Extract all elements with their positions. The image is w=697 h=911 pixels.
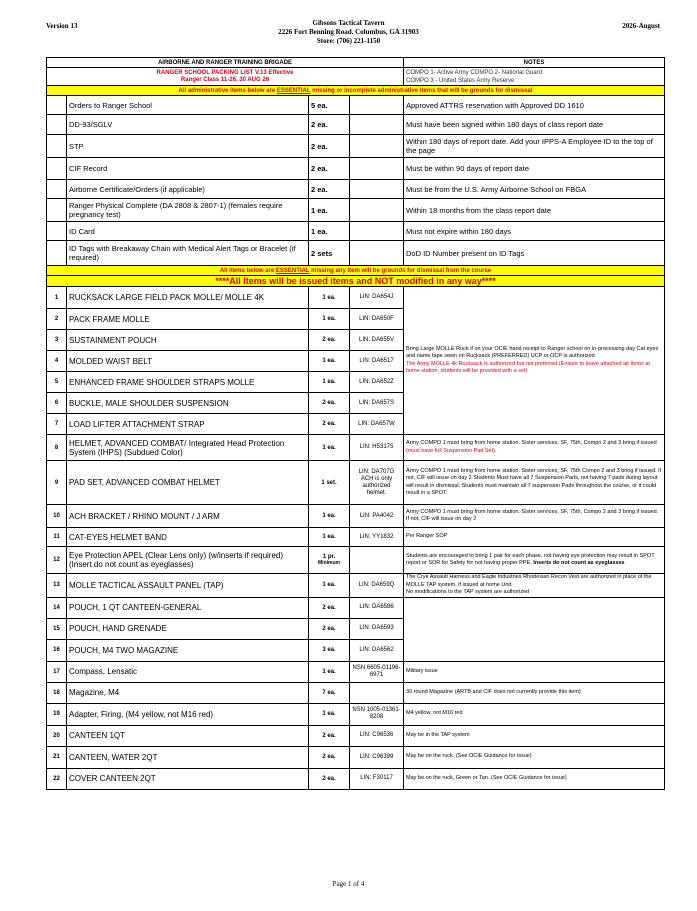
item-qty-note: Minimum [318, 560, 340, 566]
item-qty [309, 725, 350, 746]
item-note [404, 597, 665, 661]
item-note [404, 725, 665, 746]
note-helmet-2: (must have full Suspension Pad Set). [406, 447, 497, 454]
item-qty-value: 2 ea. [322, 337, 336, 343]
item-qty [309, 597, 350, 618]
ranger-class: Ranger Class 11-26, 30 AUG 26 [180, 76, 270, 83]
compo-legend [404, 68, 665, 86]
list-item [47, 435, 665, 461]
admin-item-blank [350, 180, 404, 199]
item-lin: LIN: DA650F [350, 309, 404, 330]
admin-item-blank [350, 135, 404, 158]
item-lin: LIN: YY1832 [350, 528, 404, 547]
item-lin: LIN: DA655V [350, 330, 404, 351]
note-eyepro-2: Inserts do not count as eyeglasses [533, 560, 625, 566]
item-number: 16 [47, 639, 67, 661]
item-name: CANTEEN 1QT [67, 725, 309, 746]
item-qty-value: 1 ea. [322, 379, 336, 385]
item-qty-value: 2 ea. [322, 625, 336, 632]
item-name: CANTEEN, WATER 2QT [67, 746, 309, 768]
admin-row [47, 135, 665, 158]
store-name: Gibsons Tactical Tavern [312, 19, 385, 27]
item-qty-value: 1 ea. [322, 444, 336, 451]
items-banner-key: ESSENTIAL [275, 267, 310, 274]
item-qty [309, 661, 350, 682]
item-qty [309, 435, 350, 461]
item-name: LOAD LIFTER ATTACHMENT STRAP [67, 414, 309, 435]
table-header-row [47, 58, 665, 68]
item-qty [309, 309, 350, 330]
item-qty [309, 703, 350, 725]
notes-header: NOTES [404, 58, 665, 68]
admin-item-blank [350, 222, 404, 241]
admin-row [47, 241, 665, 266]
item-name: Magazine, M4 [67, 682, 309, 703]
admin-banner-row [47, 86, 665, 96]
admin-item-note: Within 18 months from the class report date [404, 199, 665, 222]
note-canteen1: May be in the TAP system [406, 731, 470, 738]
item-name: Compass, Lensatic [67, 661, 309, 682]
item-name: ACH BRACKET / RHINO MOUNT / J ARM [67, 505, 309, 528]
item-qty [309, 618, 350, 639]
item-lin: LIN: DA707G ACH is only authorized helmet. [350, 461, 404, 505]
item-number: 14 [47, 597, 67, 618]
version-label: Version 13 [46, 22, 78, 30]
item-number: 10 [47, 505, 67, 528]
item-lin: LIN: C96536 [350, 725, 404, 746]
admin-spacer [47, 199, 67, 222]
item-name: HELMET, ADVANCED COMBAT/ Integrated Head Protection System (IHPS) (Subdued Color) [67, 435, 309, 461]
item-name: SUSTAINMENT POUCH [67, 330, 309, 351]
list-item [47, 768, 665, 789]
admin-item-note: Approved ATTRS reservation with Approved DD 1610 [404, 96, 665, 115]
item-lin: NSN 6605-01196-6971 [350, 661, 404, 682]
admin-row [47, 96, 665, 115]
admin-spacer [47, 115, 67, 135]
note-ruck-1: Bring Large MOLLE Ruck if on your OCIE hand receipt to Ranger school on in-processing day Cat eyes and name tape sewn on Rucksack (PREFERRED) UCP or OCP is authorized [406, 345, 659, 359]
item-note [404, 661, 665, 682]
item-lin: NSN 1005-01361-8208 [350, 703, 404, 725]
item-name: ENHANCED FRAME SHOULDER STRAPS MOLLE [67, 372, 309, 393]
compo-line-1: COMPO 1- Active Army COMPO 2- National Guard [406, 69, 543, 76]
note-compass: Military issue [406, 667, 438, 674]
brigade-title: AIRBORNE AND RANGER TRAINING BRIGADE [47, 58, 404, 68]
item-name: POUCH, HAND GRENADE [67, 618, 309, 639]
list-item [47, 574, 665, 598]
packing-list-title-row [47, 68, 665, 86]
item-qty-value: 2 ea. [322, 421, 336, 427]
list-item [47, 703, 665, 725]
issued-banner-row [47, 276, 665, 287]
item-name: MOLLE TACTICAL ASSAULT PANEL (TAP) [67, 574, 309, 598]
item-number: 6 [47, 393, 67, 414]
item-qty [309, 505, 350, 528]
admin-item-qty: 2 ea. [309, 115, 350, 135]
item-lin: LIN: DA6517 [350, 351, 404, 372]
item-qty [309, 330, 350, 351]
item-name: POUCH, M4 TWO MAGAZINE [67, 639, 309, 661]
page-number: Page 1 of 4 [332, 880, 365, 888]
item-name: RUCKSACK LARGE FIELD PACK MOLLE/ MOLLE 4K [67, 287, 309, 309]
item-note [404, 682, 665, 703]
admin-item-blank [350, 199, 404, 222]
item-number: 19 [47, 703, 67, 725]
list-item [47, 746, 665, 768]
list-item [47, 661, 665, 682]
item-qty-value: 2 ea. [322, 400, 336, 406]
items-banner-row [47, 266, 665, 276]
item-note [404, 768, 665, 789]
item-lin: LIN: DA6593 [350, 618, 404, 639]
note-eyepro-1: Students are encouraged to bring 1 pair for each phase, not having eye protection may result in SPOT report or SOR for Safety for not having proper PPE. [406, 552, 655, 566]
admin-spacer [47, 241, 67, 266]
admin-spacer [47, 135, 67, 158]
admin-item-name: Airborne Certificate/Orders (if applicable) [67, 180, 309, 199]
admin-row [47, 199, 665, 222]
store-address: 2226 Fort Benning Road. Columbus, GA 31903 [278, 28, 419, 36]
admin-spacer [47, 158, 67, 180]
items-banner [47, 266, 665, 276]
item-lin: LIN: DA657W [350, 414, 404, 435]
item-name: Eye Protection APEL (Clear Lens only) (w/inserts if required) (Insert do not count as eyeglasses) [67, 547, 309, 574]
list-item [47, 505, 665, 528]
item-name: MOLDED WAIST BELT [67, 351, 309, 372]
admin-item-qty: 2 ea. [309, 158, 350, 180]
packing-list-title [47, 68, 404, 86]
admin-banner-post: missing or incomplete administrative items that will be grounds for dismissal [310, 87, 533, 94]
admin-banner-key: ESSENTIAL [276, 87, 311, 94]
item-qty-value: 2 ea. [322, 732, 336, 739]
item-qty [309, 746, 350, 768]
document-date: 2026-August [622, 22, 660, 30]
item-number: 4 [47, 351, 67, 372]
item-name: COVER CANTEEN 2QT [67, 768, 309, 789]
item-lin: LIN: F30117 [350, 768, 404, 789]
items-banner-pre: All items below are [219, 267, 276, 274]
item-number: 17 [47, 661, 67, 682]
admin-item-name: Ranger Physical Complete (DA 2808 & 2807-1) (females require pregnancy test) [67, 199, 309, 222]
item-note [404, 746, 665, 768]
item-note [404, 574, 665, 598]
item-lin: LIN: DA652Z [350, 372, 404, 393]
item-lin: LIN: DA654J [350, 287, 404, 309]
admin-item-note: Within 180 days of report date. Add your IPPS-A Employee ID to the top of the page [404, 135, 665, 158]
item-qty-value: 1 ea. [322, 668, 336, 675]
item-qty [309, 528, 350, 547]
item-number: 12 [47, 547, 67, 574]
admin-spacer [47, 222, 67, 241]
item-number: 22 [47, 768, 67, 789]
item-number: 2 [47, 309, 67, 330]
item-number: 20 [47, 725, 67, 746]
note-tap-2: No modifications to the TAP system are authorized [406, 589, 530, 595]
item-qty-value: 1 ea. [322, 582, 336, 589]
admin-item-note: Must have been signed within 180 days of class report date [404, 115, 665, 135]
item-qty [309, 461, 350, 505]
item-qty [309, 574, 350, 598]
note-tap-1: The Crye Assault Harness and Eagle Industries Rhodesian Recon Vest are authorized in place of the MOLLE TAP system, if issued at home Unit. [406, 574, 652, 588]
admin-item-name: CIF Record [67, 158, 309, 180]
admin-row [47, 222, 665, 241]
store-info [0, 19, 697, 46]
note-ruck-2: The Army MOLLE 4k Rucksack is authorized but not preferred (Ensure to leave attached air items at home station, students will be provided with a set) [406, 360, 650, 374]
item-note [404, 287, 665, 435]
note-adapter: M4 yellow, not M16 red [406, 710, 463, 717]
admin-row [47, 115, 665, 135]
item-qty [309, 287, 350, 309]
item-name: Adapter, Firing, (M4 yellow, not M16 red) [67, 703, 309, 725]
item-number: 7 [47, 414, 67, 435]
admin-row [47, 180, 665, 199]
note-cateyes: Per Ranger SOP [406, 533, 448, 540]
item-note [404, 528, 665, 547]
item-qty [309, 351, 350, 372]
admin-item-note: Must be from the U.S. Army Airborne School on FBGA [404, 180, 665, 199]
item-lin: LIN: DA659Q [350, 574, 404, 598]
item-lin: LIN: PA4042 [350, 505, 404, 528]
admin-spacer [47, 180, 67, 199]
admin-banner [47, 86, 665, 96]
admin-item-note: Must not expire within 180 days [404, 222, 665, 241]
packing-list-table [46, 57, 665, 790]
item-qty-value: 1 ea. [322, 711, 336, 717]
item-qty [309, 393, 350, 414]
item-number: 3 [47, 330, 67, 351]
item-qty-value: 1 ea. [322, 358, 336, 364]
item-qty-value: 1 ea. [322, 513, 336, 519]
item-name: PACK FRAME MOLLE [67, 309, 309, 330]
packing-list-version: RANGER SCHOOL PACKING LIST V.13 Effective [156, 69, 294, 76]
item-qty-value: 3 ea. [322, 647, 336, 653]
item-qty-value: 1 ea. [322, 316, 336, 322]
item-qty-value: 2 ea. [322, 775, 336, 782]
item-name: BUCKLE, MALE SHOULDER SUSPENSION [67, 393, 309, 414]
list-item [47, 461, 665, 505]
item-name: CAT-EYES HELMET BAND [67, 528, 309, 547]
item-qty [309, 414, 350, 435]
item-qty-value: 2 ea. [322, 604, 336, 611]
items-banner-post: missing any item will be grounds for dismissal from the course [309, 267, 492, 274]
item-lin: LIN: DA6586 [350, 597, 404, 618]
admin-item-qty: 2 sets [309, 241, 350, 266]
list-item [47, 287, 665, 309]
list-item [47, 682, 665, 703]
list-item [47, 597, 665, 618]
item-number: 21 [47, 746, 67, 768]
item-note [404, 435, 665, 461]
admin-item-note: DoD ID Number present on ID Tags [404, 241, 665, 266]
item-name: PAD SET, ADVANCED COMBAT HELMET [67, 461, 309, 505]
item-qty [309, 547, 350, 574]
admin-item-name: DD-93/SGLV [67, 115, 309, 135]
issued-banner: ****All Items will be issued items and NOT modified in any way**** [47, 276, 665, 287]
admin-item-blank [350, 115, 404, 135]
note-canteen2: May be on the ruck. (See OCIE Guidance for issue) [406, 753, 532, 760]
item-qty [309, 682, 350, 703]
item-qty-value: 1 pr. [322, 554, 336, 560]
item-number: 18 [47, 682, 67, 703]
admin-item-name: ID Tags with Breakaway Chain with Medical Alert Tags or Bracelet (if required) [67, 241, 309, 266]
item-lin: LIN: DA657S [350, 393, 404, 414]
list-item [47, 547, 665, 574]
admin-item-blank [350, 96, 404, 115]
item-qty [309, 768, 350, 789]
item-number: 8 [47, 435, 67, 461]
item-qty-value: 1 ea. [322, 294, 336, 301]
item-note [404, 547, 665, 574]
admin-row [47, 158, 665, 180]
item-qty-value: 1 ea. [322, 534, 336, 540]
list-item [47, 725, 665, 746]
item-lin: LIN: C96399 [350, 746, 404, 768]
item-number: 15 [47, 618, 67, 639]
admin-spacer [47, 96, 67, 115]
item-lin: LIN: DA6562 [350, 639, 404, 661]
item-lin [350, 682, 404, 703]
note-pads: Army COMPO 1 must bring from home station. Sister services, SF, 75th Compo 2 and 3 bring if issued. If not, CIF will issue on day 2 Students Must have all 7 Suspension Pads, not having 7 pads during layout will result in dismissal. Students must maintain all 7 suspension Pads throughout the course, or it could result in a SPOT. [406, 467, 662, 496]
item-qty-value: 1 set. [321, 479, 337, 486]
item-lin: LIN: H53175 [350, 435, 404, 461]
admin-item-qty: 2 ea. [309, 180, 350, 199]
list-item [47, 528, 665, 547]
item-number: 1 [47, 287, 67, 309]
item-lin [350, 547, 404, 574]
store-phone: Store: (706) 221-1150 [316, 37, 381, 45]
item-qty [309, 372, 350, 393]
item-note [404, 461, 665, 505]
admin-banner-pre: All administrative items below are [178, 87, 277, 94]
item-number: 5 [47, 372, 67, 393]
admin-item-name: STP [67, 135, 309, 158]
admin-item-name: ID Card [67, 222, 309, 241]
item-number: 11 [47, 528, 67, 547]
item-number: 13 [47, 574, 67, 598]
item-number: 9 [47, 461, 67, 505]
admin-item-note: Must be within 90 days of report date [404, 158, 665, 180]
item-name: POUCH, 1 QT CANTEEN-GENERAL [67, 597, 309, 618]
admin-item-name: Orders to Ranger School [67, 96, 309, 115]
compo-line-2: COMPO 3 - United States Army Reserve [406, 77, 515, 84]
item-qty-value: 7 ea. [322, 689, 336, 696]
note-helmet-1: Army COMPO 1 must bring from home station. Sister services, SF, 75th, Compo 2 and 3 bring if issued [406, 440, 657, 446]
item-note [404, 505, 665, 528]
admin-item-blank [350, 241, 404, 266]
item-qty-value: 2 ea. [322, 754, 336, 760]
note-bracket: Army COMPO 1 must bring from home station. Sister services, SF, 75th, Compo 2 and 3 bring if issued. If not, CIF will issue on day 2 [406, 508, 659, 522]
admin-item-qty: 1 ea. [309, 199, 350, 222]
admin-item-qty: 5 ea. [309, 96, 350, 115]
admin-item-qty: 2 ea. [309, 135, 350, 158]
item-note [404, 703, 665, 725]
admin-item-blank [350, 158, 404, 180]
note-cover: May be on the ruck, Green or Tan. (See OCIE Guidance for issue) [406, 774, 567, 781]
admin-item-qty: 1 ea. [309, 222, 350, 241]
item-qty [309, 639, 350, 661]
note-magazine: 30 round Magazine (ARTB and CIF does not currently provide this item) [406, 688, 581, 695]
